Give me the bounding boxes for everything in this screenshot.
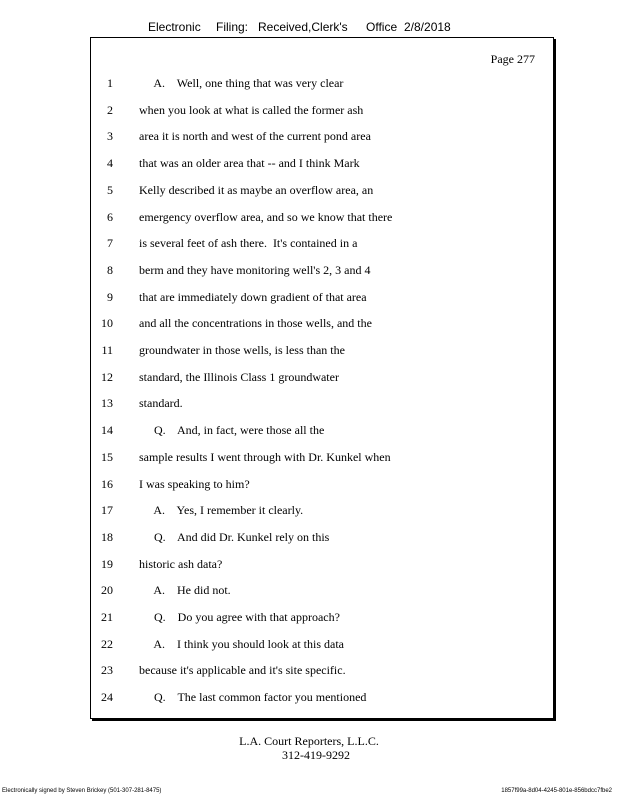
line-text: Q. And, in fact, were those all the bbox=[139, 423, 325, 438]
line-number: 19 bbox=[101, 556, 113, 571]
footer-phone: 312-419-9292 bbox=[282, 748, 350, 762]
header-word-office: Office bbox=[366, 20, 398, 34]
electronic-signature-note: Electronically signed by Steven Brickey (501-307-281-8475) bbox=[2, 788, 162, 794]
document-id: 1857f99a-8d04-4245-801e-856bdcc7fbe2 bbox=[501, 788, 612, 794]
line-number: 23 bbox=[101, 663, 113, 678]
transcript-line bbox=[91, 103, 551, 119]
transcript-line bbox=[91, 530, 551, 546]
line-number: 9 bbox=[107, 289, 113, 304]
line-text: A. Yes, I remember it clearly. bbox=[139, 503, 304, 518]
footer-company: L.A. Court Reporters, L.L.C. bbox=[239, 734, 379, 748]
line-text: berm and they have monitoring well's 2, 3 and 4 bbox=[139, 262, 371, 277]
line-text: I was speaking to him? bbox=[139, 476, 250, 491]
transcript-line bbox=[91, 690, 551, 706]
transcript-line bbox=[91, 663, 551, 679]
line-text: that are immediately down gradient of that area bbox=[139, 289, 367, 304]
line-text: Kelly described it as maybe an overflow area, an bbox=[139, 182, 374, 197]
line-number: 2 bbox=[107, 102, 113, 117]
transcript-line bbox=[91, 503, 551, 519]
line-text: when you look at what is called the former ash bbox=[139, 102, 364, 117]
line-text: because it's applicable and it's site specific. bbox=[139, 663, 346, 678]
line-number: 21 bbox=[101, 610, 113, 624]
line-text: is several feet of ash there. It's contained in a bbox=[139, 236, 358, 251]
line-number: 13 bbox=[101, 396, 113, 411]
line-text: groundwater in those wells, is less than the bbox=[139, 343, 345, 357]
line-number: 24 bbox=[101, 690, 113, 705]
line-number: 6 bbox=[107, 209, 113, 224]
transcript-line bbox=[91, 263, 551, 279]
line-text: A. He did not. bbox=[139, 583, 231, 598]
line-number: 4 bbox=[107, 156, 113, 171]
line-number: 22 bbox=[101, 636, 113, 651]
line-number: 18 bbox=[101, 529, 113, 544]
transcript-line bbox=[91, 290, 551, 306]
line-number: 7 bbox=[107, 236, 113, 251]
line-number: 20 bbox=[101, 583, 113, 598]
line-number: 5 bbox=[107, 182, 113, 197]
line-number: 1 bbox=[107, 76, 113, 90]
line-text: and all the concentrations in those wells, and the bbox=[139, 316, 372, 331]
transcript-line bbox=[91, 610, 551, 626]
line-text: standard. bbox=[139, 396, 183, 411]
line-text: standard, the Illinois Class 1 groundwater bbox=[139, 369, 339, 384]
transcript-line bbox=[91, 236, 551, 252]
line-text: Q. And did Dr. Kunkel rely on this bbox=[139, 529, 330, 544]
line-number: 11 bbox=[101, 343, 113, 357]
line-number: 15 bbox=[101, 449, 113, 464]
line-number: 3 bbox=[107, 129, 113, 144]
transcript-line bbox=[91, 210, 551, 226]
transcript-line bbox=[91, 370, 551, 386]
transcript-line bbox=[91, 129, 551, 145]
transcript-line bbox=[91, 637, 551, 653]
line-text: A. Well, one thing that was very clear bbox=[139, 76, 344, 90]
transcript-line bbox=[91, 156, 551, 172]
page-number: Page 277 bbox=[490, 52, 535, 66]
transcript-page bbox=[90, 37, 554, 719]
transcript-line bbox=[91, 76, 551, 92]
transcript-line bbox=[91, 396, 551, 412]
line-text: area it is north and west of the current pond area bbox=[139, 129, 371, 144]
line-number: 10 bbox=[101, 316, 113, 331]
line-text: sample results I went through with Dr. Kunkel when bbox=[139, 449, 391, 464]
line-text: that was an older area that -- and I think Mark bbox=[139, 156, 360, 171]
line-text: A. I think you should look at this data bbox=[139, 636, 344, 651]
transcript-line bbox=[91, 183, 551, 199]
line-text: emergency overflow area, and so we know that there bbox=[139, 209, 393, 224]
header-word-electronic: Electronic bbox=[148, 20, 201, 34]
line-number: 17 bbox=[101, 503, 113, 518]
line-text: Q. Do you agree with that approach? bbox=[139, 610, 340, 624]
transcript-line bbox=[91, 477, 551, 493]
transcript-line bbox=[91, 557, 551, 573]
transcript-line bbox=[91, 423, 551, 439]
line-text: historic ash data? bbox=[139, 556, 223, 571]
line-number: 14 bbox=[101, 423, 113, 438]
header-word-date: 2/8/2018 bbox=[404, 20, 451, 34]
filing-stamp-header bbox=[0, 20, 618, 36]
transcript-line bbox=[91, 583, 551, 599]
transcript-line bbox=[91, 343, 551, 359]
line-text: Q. The last common factor you mentioned bbox=[139, 690, 367, 705]
transcript-line bbox=[91, 450, 551, 466]
line-number: 8 bbox=[107, 262, 113, 277]
line-number: 16 bbox=[101, 476, 113, 491]
line-number: 12 bbox=[101, 369, 113, 384]
header-word-received: Received,Clerk's bbox=[258, 20, 348, 34]
header-word-filing: Filing: bbox=[216, 20, 249, 34]
transcript-line bbox=[91, 316, 551, 332]
